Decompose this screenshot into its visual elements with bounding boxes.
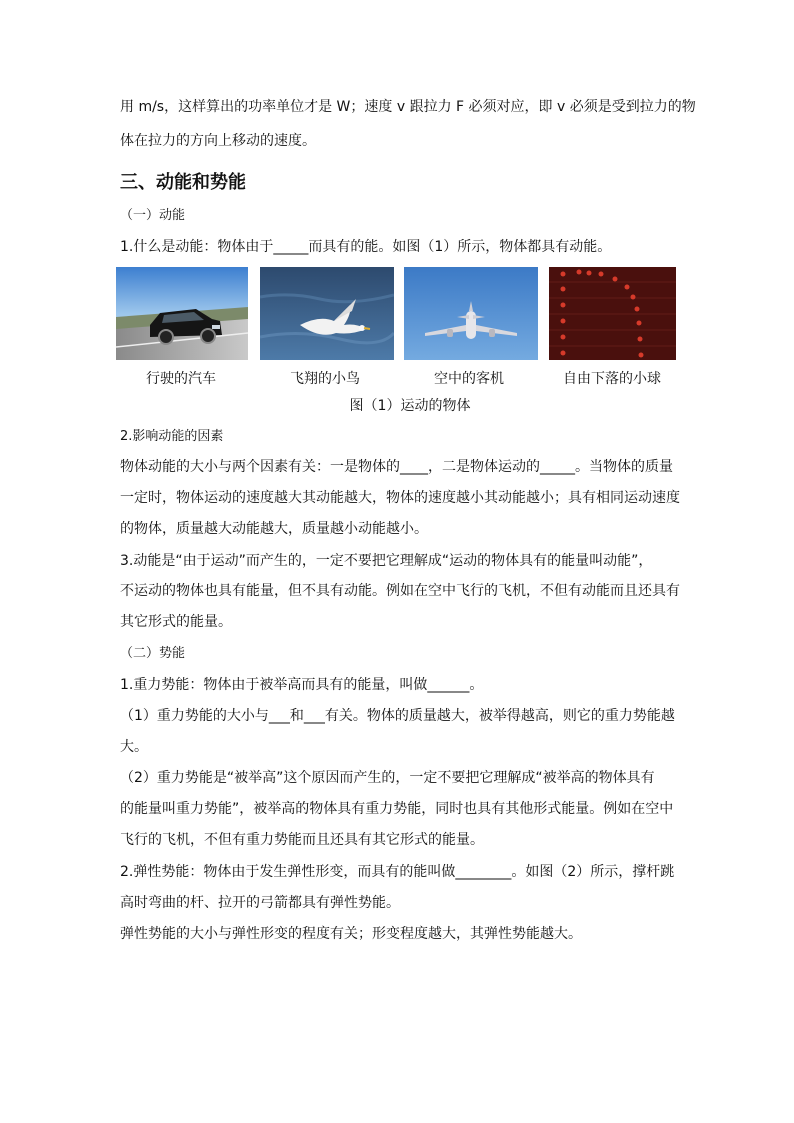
- figure-caption-bird: 飞翔的小鸟: [290, 371, 360, 387]
- falling-ball-photo: [549, 267, 676, 360]
- item2-line-3: 的物体，质量越大动能越大，质量越小动能越小。: [120, 521, 428, 537]
- grav-2-line-3: 飞行的飞机，不但有重力势能而且还具有其它形式的能量。: [120, 832, 484, 848]
- bird-photo: [260, 267, 394, 360]
- item3-line-2: 不运动的物体也具有能量，但不具有动能。例如在空中飞行的飞机，不但有动能而且还具有: [120, 583, 680, 599]
- part2-title: （二）势能: [120, 646, 186, 661]
- item3-line-1: 3.动能是“由于运动”而产生的，一定不要把它理解成“运动的物体具有的能量叫动能”，: [120, 553, 653, 569]
- item2-line-1: 物体动能的大小与两个因素有关：一是物体的____，二是物体运动的_____。当物体的质量: [120, 459, 673, 475]
- figure-1: [116, 267, 676, 361]
- grav-2-line-2: 的能量叫重力势能”，被举高的物体具有重力势能，同时也具有其他形式能量。例如在空中: [120, 801, 674, 817]
- grav-1-line-2: 大。: [120, 739, 148, 755]
- item2-title: 2.影响动能的因素: [120, 429, 224, 444]
- grav-title: 1.重力势能：物体由于被举高而具有的能量，叫做______。: [120, 677, 484, 693]
- item3-line-3: 其它形式的能量。: [120, 614, 232, 630]
- airplane-photo: [404, 267, 538, 360]
- figure-caption-ball: 自由下落的小球: [563, 371, 661, 387]
- figure-title: 图（1）运动的物体: [349, 398, 471, 414]
- car-photo: [116, 267, 248, 360]
- elastic-summary: 弹性势能的大小与弹性形变的程度有关；形变程度越大，其弹性势能越大。: [120, 926, 582, 942]
- elastic-line-1: 2.弹性势能：物体由于发生弹性形变，而具有的能叫做________。如图（2）所示，撑杆跳: [120, 864, 675, 880]
- figure-caption-airplane: 空中的客机: [434, 371, 504, 387]
- section-heading: 三、动能和势能: [120, 172, 246, 193]
- item1-text: 1.什么是动能：物体由于_____而具有的能。如图（1）所示，物体都具有动能。: [120, 239, 612, 255]
- part1-title: （一）动能: [120, 208, 186, 223]
- elastic-line-2: 高时弯曲的杆、拉开的弓箭都具有弹性势能。: [120, 895, 400, 911]
- item2-line-2: 一定时，物体运动的速度越大其动能越大，物体的速度越小其动能越小；具有相同运动速度: [120, 490, 680, 506]
- grav-2-line-1: （2）重力势能是“被举高”这个原因而产生的，一定不要把它理解成“被举高的物体具有: [120, 770, 655, 786]
- intro-line-2: 体在拉力的方向上移动的速度。: [120, 133, 316, 149]
- figure-caption-car: 行驶的汽车: [146, 371, 216, 387]
- intro-line-1: 用 m/s，这样算出的功率单位才是 W；速度 v 跟拉力 F 必须对应，即 v 必须是受到拉力的物: [120, 99, 696, 115]
- grav-1-line-1: （1）重力势能的大小与___和___有关。物体的质量越大，被举得越高，则它的重力势能越: [120, 708, 675, 724]
